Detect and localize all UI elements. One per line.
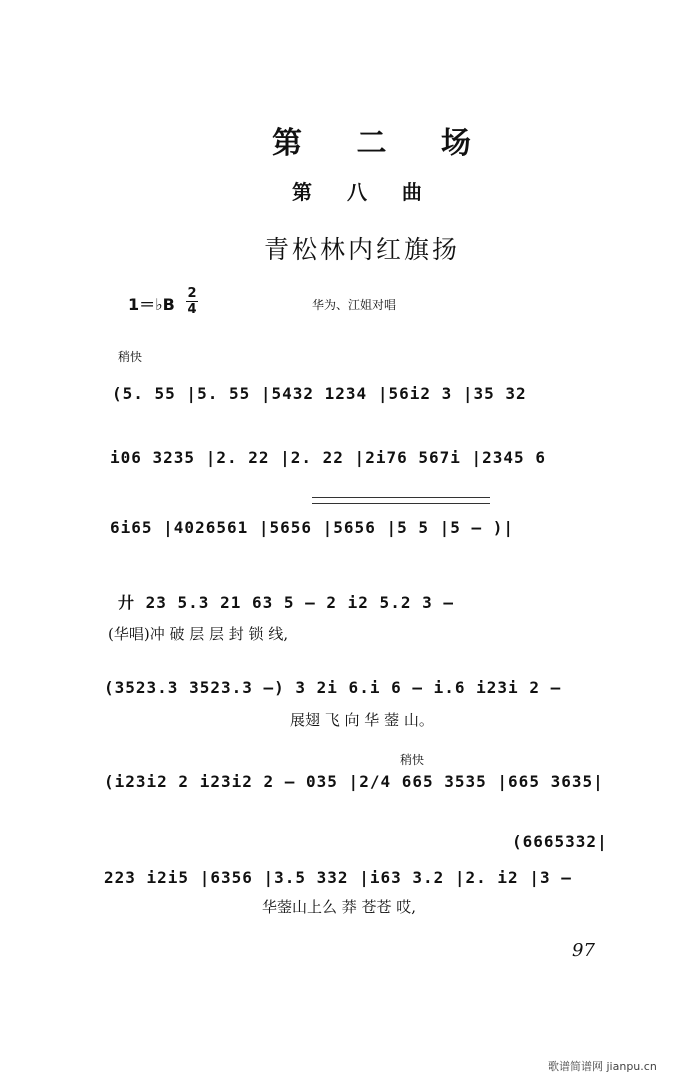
performers-note: 华为、江姐对唱 xyxy=(312,298,397,312)
watermark: 歌谱简谱网 jianpu.cn xyxy=(548,1060,657,1073)
tie-line xyxy=(312,497,490,498)
time-signature-top: 2 xyxy=(187,286,197,301)
score-row: 223 i2i5 |6356 |3.5 332 |i63 3.2 |2. i2 |3 — xyxy=(104,868,572,887)
key-signature: 1＝♭B xyxy=(128,295,175,314)
lyric-line: 展翅 飞 向 华 蓥 山。 xyxy=(290,711,434,729)
piece-number: 第 八 曲 xyxy=(292,180,436,204)
tempo-marking: 稍快 xyxy=(400,753,425,767)
score-row: (5. 55 |5. 55 |5432 1234 |56i2 3 |35 32 xyxy=(112,384,527,403)
tie-line xyxy=(312,503,490,504)
lyric-line: 华蓥山上么 莽 苍苍 哎, xyxy=(262,898,417,916)
score-row: (3523.3 3523.3 —) 3 2i 6.i 6 — i.6 i23i 2 — xyxy=(104,678,562,697)
score-row: (i23i2 2 i23i2 2 — 035 |2/4 665 3535 |665 3635| xyxy=(104,772,604,791)
score-row: 廾 23 5.3 21 63 5 — 2 i2 5.2 3 — xyxy=(118,593,454,612)
time-signature-bottom: 4 xyxy=(187,302,197,317)
score-row: 6i65 |4026561 |5656 |5656 |5 5 |5 — )| xyxy=(110,518,515,537)
lyric-line: (华唱)冲 破 层 层 封 锁 线, xyxy=(108,625,289,643)
tempo-marking: 稍快 xyxy=(118,350,143,364)
page-number: 97 xyxy=(572,940,595,961)
song-title: 青松林内红旗扬 xyxy=(264,235,461,264)
score-row: (6665332| xyxy=(512,832,608,851)
score-row: i06 3235 |2. 22 |2. 22 |2i76 567i |2345 6 xyxy=(110,448,546,467)
time-signature xyxy=(186,287,198,316)
scene-title: 第 二 场 xyxy=(272,126,493,161)
